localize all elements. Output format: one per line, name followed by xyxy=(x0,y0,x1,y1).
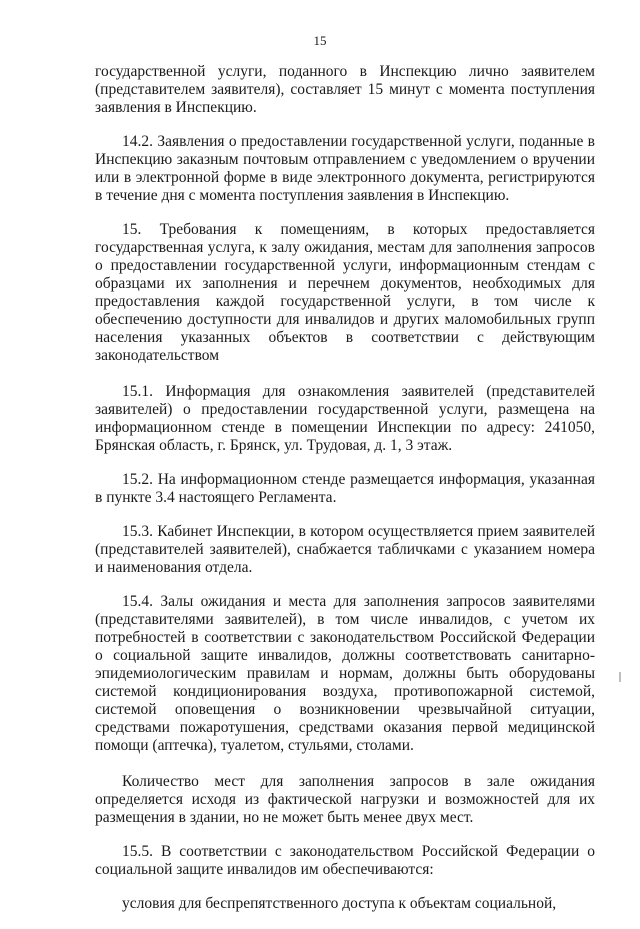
paragraph-15-1: 15.1. Информация для ознакомления заявителей (представителей заявителей) о предоставлении государственной услуги, размещена на информационном стенде в помещении Инспекции по адресу: 241050, Брянская область, г. Брянск, ул. Трудовая, д. 1, 3 этаж. xyxy=(95,383,595,454)
paragraph-continuation: государственной услуги, поданного в Инспекцию лично заявителем (представителем заявителя), составляет 15 минут с момента поступления заявления в Инспекцию. xyxy=(95,63,595,116)
document-body xyxy=(95,63,595,929)
paragraph-15-2: 15.2. На информационном стенде размещается информация, указанная в пункте 3.4 настоящего Регламента. xyxy=(95,471,595,506)
paragraph-15-3: 15.3. Кабинет Инспекции, в котором осуществляется прием заявителей (представителей заявителей), снабжается табличками с указанием номера и наименования отдела. xyxy=(95,523,595,576)
paragraph-14-2: 14.2. Заявления о предоставлении государственной услуги, поданные в Инспекцию заказным почтовым отправлением с уведомлением о вручении или в электронной форме в виде электронного документа, регистрируются в течение дня с момента поступления заявления в Инспекцию. xyxy=(95,133,595,204)
margin-mark xyxy=(619,672,621,682)
paragraph-seats-count: Количество мест для заполнения запросов в зале ожидания определяется исходя из фактической нагрузки и возможностей для их размещения в здании, но не может быть менее двух мест. xyxy=(95,773,595,826)
paragraph-15: 15. Требования к помещениям, в которых предоставляется государственная услуга, к залу ожидания, местам для заполнения запросов о предоставлении государственной услуги, информационным стендам с образцами их заполнения и перечнем документов, необходимых для предоставления каждой государственной услуги, в том числе к обеспечению доступности для инвалидов и других маломобильных групп населения указанных объектов в соответствии с действующим законодательством xyxy=(95,221,595,364)
paragraph-15-5: 15.5. В соответствии с законодательством Российской Федерации о социальной защите инвалидов им обеспечиваются: xyxy=(95,843,595,878)
paragraph-15-4: 15.4. Залы ожидания и места для заполнения запросов заявителями (представителями заявителей), в том числе инвалидов, с учетом их потребностей в соответствии с законодательством Российской Федерации о социальной защите инвалидов, должны соответствовать санитарно-эпидемиологическим правилам и нормам, должны быть оборудованы системой кондиционирования воздуха, противопожарной системой, системой оповещения о возникновении чрезвычайной ситуации, средствами пожаротушения, средствами оказания первой медицинской помощи (аптечка), туалетом, стульями, столами. xyxy=(95,593,595,754)
page-number: 15 xyxy=(313,33,327,48)
paragraph-access-conditions: условия для беспрепятственного доступа к объектам социальной, xyxy=(122,895,557,912)
